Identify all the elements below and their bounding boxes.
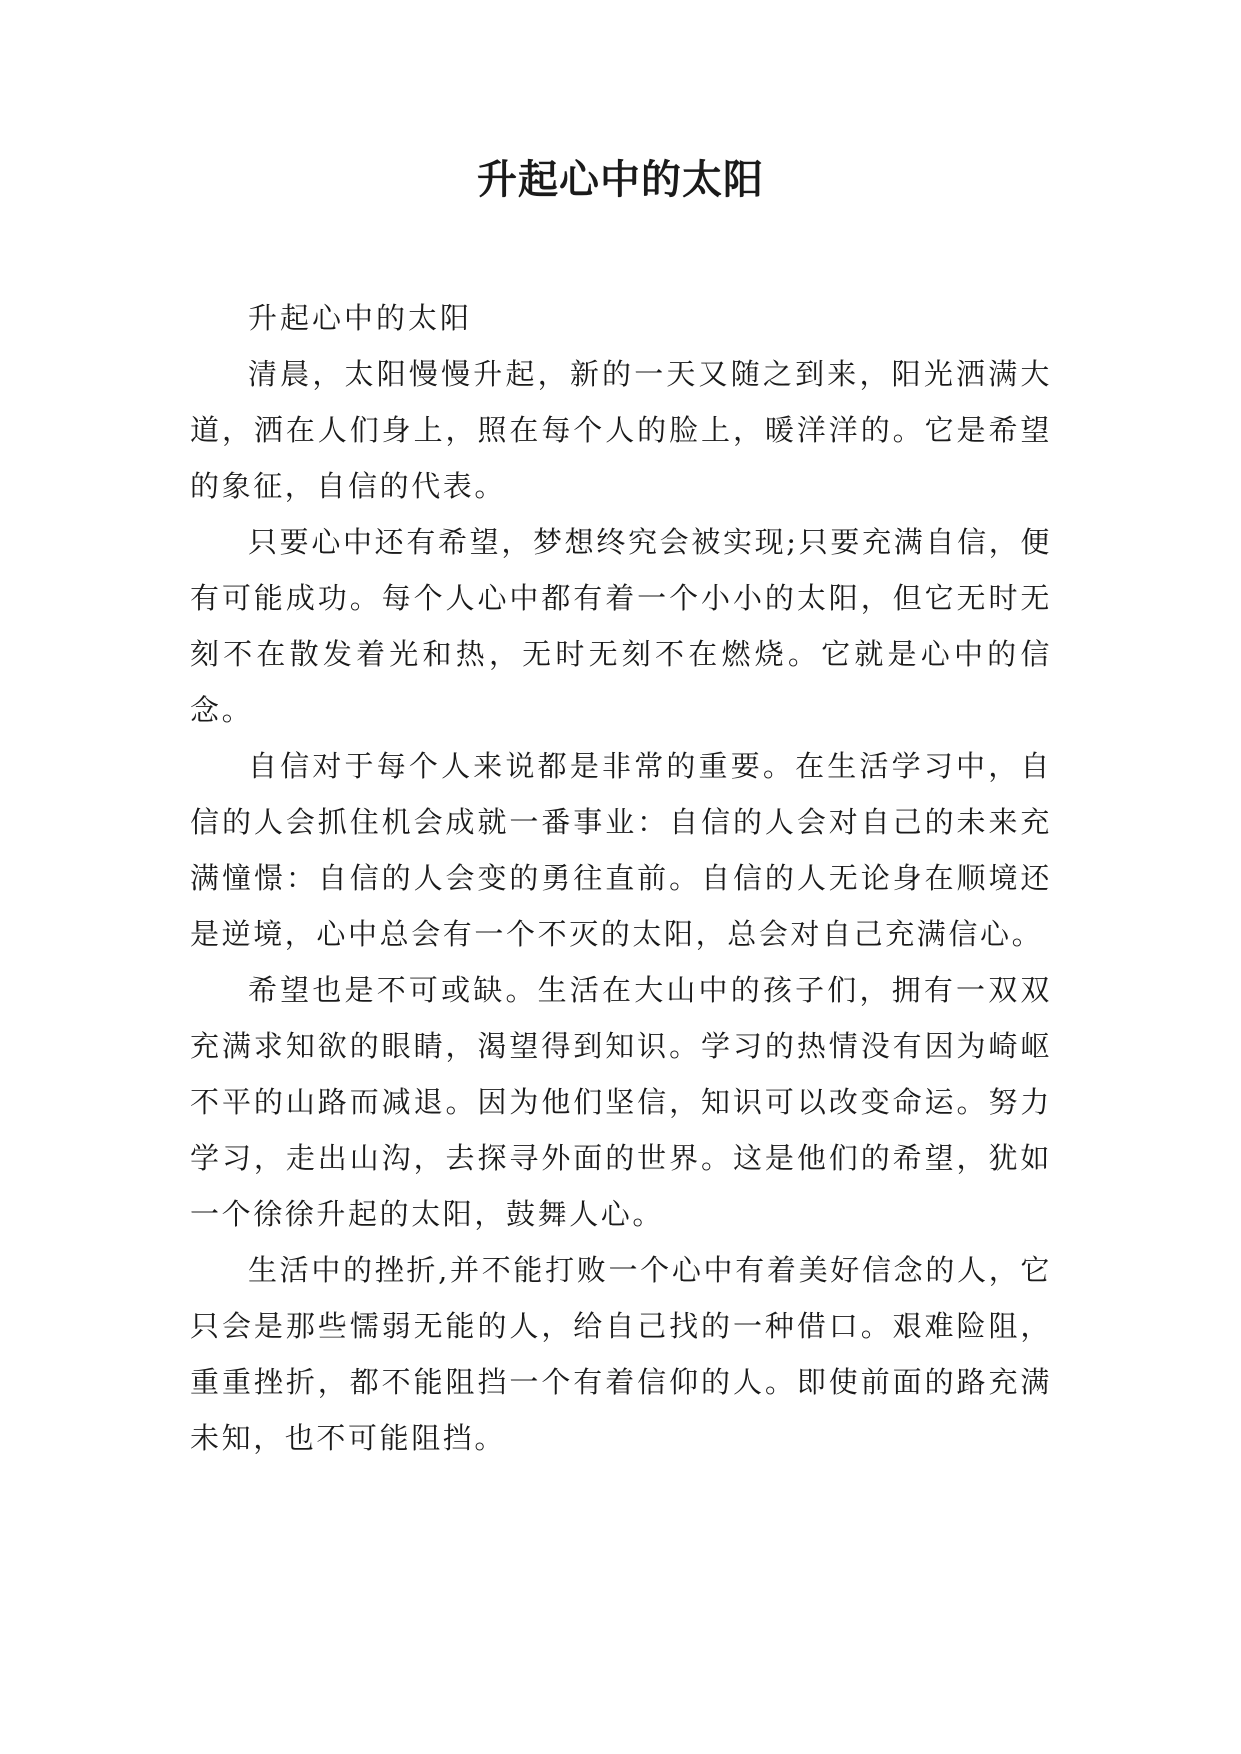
paragraph-3: 自信对于每个人来说都是非常的重要。在生活学习中，自信的人会抓住机会成就一番事业：自信的人会对自己的未来充满憧憬：自信的人会变的勇往直前。自信的人无论身在顺境还是逆境，心中总会有一个不灭的太阳，总会对自己充满信心。 xyxy=(190,749,1052,951)
paragraph-1: 清晨，太阳慢慢升起，新的一天又随之到来，阳光洒满大道，洒在人们身上，照在每个人的脸上，暖洋洋的。它是希望的象征，自信的代表。 xyxy=(190,357,1052,503)
paragraph-2: 只要心中还有希望，梦想终究会被实现;只要充满自信，便有可能成功。每个人心中都有着一个小小的太阳，但它无时无刻不在散发着光和热，无时无刻不在燃烧。它就是心中的信念。 xyxy=(190,525,1052,727)
document-body xyxy=(190,290,1052,1466)
body-subtitle: 升起心中的太阳 xyxy=(248,301,473,335)
document-title: 升起心中的太阳 xyxy=(477,157,764,203)
paragraph-4: 希望也是不可或缺。生活在大山中的孩子们，拥有一双双充满求知欲的眼睛，渴望得到知识。学习的热情没有因为崎岖不平的山路而减退。因为他们坚信，知识可以改变命运。努力学习，走出山沟，去探寻外面的世界。这是他们的希望，犹如一个徐徐升起的太阳，鼓舞人心。 xyxy=(190,973,1052,1231)
paragraph-5: 生活中的挫折,并不能打败一个心中有着美好信念的人，它只会是那些懦弱无能的人，给自己找的一种借口。艰难险阻，重重挫折，都不能阻挡一个有着信仰的人。即使前面的路充满未知，也不可能阻挡。 xyxy=(190,1253,1052,1455)
